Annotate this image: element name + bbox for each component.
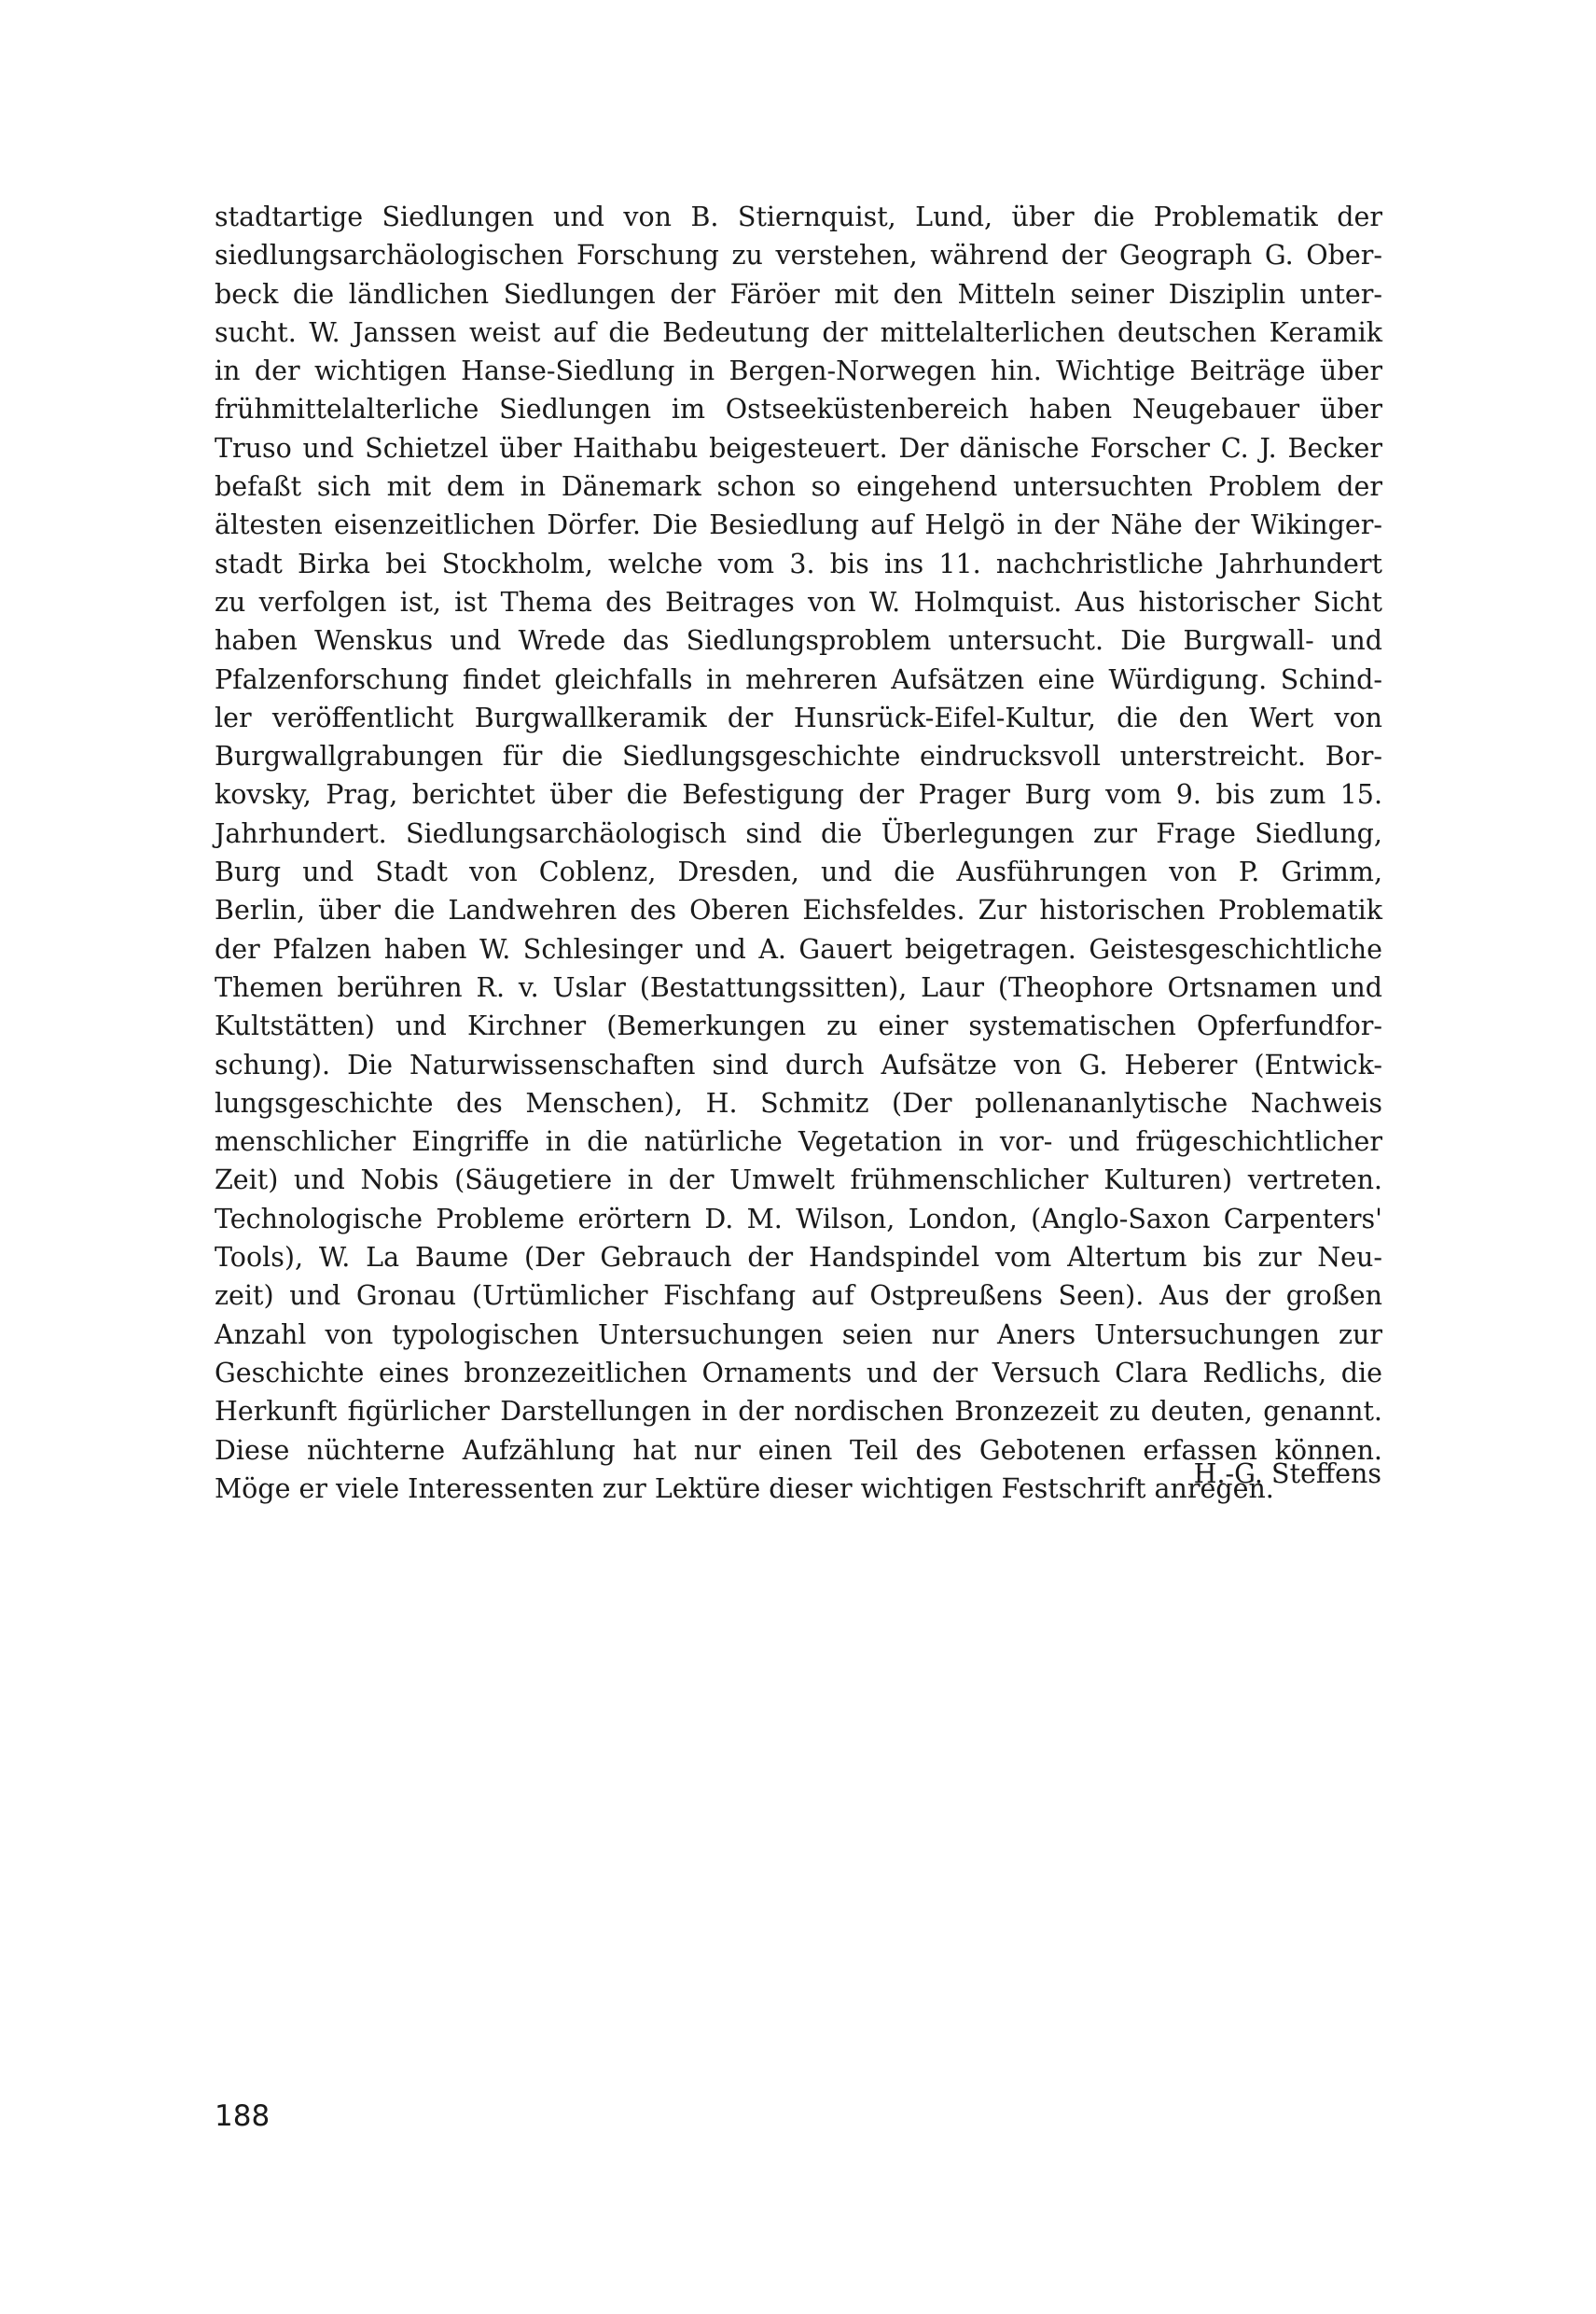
text-line: zu verfolgen ist, ist Thema des Beitrages von W. Holmquist. Aus historischer Sicht [215, 586, 1382, 618]
text-line: Burgwallgrabungen für die Siedlungsgeschichte eindrucksvoll unterstreicht. Bor- [215, 741, 1382, 773]
text-line: menschlicher Eingriffe in die natürliche Vegetation in vor- und frügeschichtlicher [215, 1126, 1382, 1158]
author-signature: H.-G. Steffens [1193, 1458, 1381, 1489]
text-line: frühmittelalterliche Siedlungen im Ostseeküstenbereich haben Neugebauer über [215, 394, 1382, 425]
text-line: siedlungsarchäologischen Forschung zu verstehen, während der Geograph G. Ober- [215, 240, 1382, 272]
text-line: Berlin, über die Landwehren des Oberen Eichsfeldes. Zur historischen Problematik [215, 895, 1382, 927]
text-line: Möge er viele Interessenten zur Lektüre dieser wichtigen Festschrift anregen. [215, 1472, 1274, 1504]
text-line: Herkunft figürlicher Darstellungen in der nordischen Bronzezeit zu deuten, genannt. [215, 1396, 1382, 1428]
text-line: Zeit) und Nobis (Säugetiere in der Umwelt frühmenschlicher Kulturen) vertreten. [215, 1164, 1382, 1196]
text-line: Technologische Probleme erörtern D. M. Wilson, London, (Anglo-Saxon Carpenters' [215, 1203, 1382, 1234]
text-line: Kultstätten) und Kirchner (Bemerkungen zu einer systematischen Opferfundfor- [215, 1011, 1382, 1042]
text-line: kovsky, Prag, berichtet über die Befestigung der Prager Burg vom 9. bis zum 15. [215, 779, 1382, 811]
text-line: beck die ländlichen Siedlungen der Färöer mit den Mitteln seiner Disziplin unter- [215, 278, 1382, 310]
text-line: in der wichtigen Hanse-Siedlung in Bergen-Norwegen hin. Wichtige Beiträge über [215, 355, 1382, 387]
text-line: Geschichte eines bronzezeitlichen Ornaments und der Versuch Clara Redlichs, die [215, 1357, 1382, 1388]
body-text [215, 198, 1382, 1508]
text-line: stadt Birka bei Stockholm, welche vom 3. bis ins 11. nachchristliche Jahrhundert [215, 548, 1382, 579]
text-line: Diese nüchterne Aufzählung hat nur einen Teil des Gebotenen erfassen können. [215, 1434, 1382, 1466]
text-line: Truso und Schietzel über Haithabu beigesteuert. Der dänische Forscher C. J. Becker [215, 432, 1382, 464]
text-line: haben Wenskus und Wrede das Siedlungsproblem untersucht. Die Burgwall- und [215, 625, 1382, 657]
text-line: sucht. W. Janssen weist auf die Bedeutung der mittelalterlichen deutschen Keramik [215, 316, 1382, 348]
text-line: Tools), W. La Baume (Der Gebrauch der Handspindel vom Altertum bis zur Neu- [215, 1242, 1382, 1274]
text-line: Themen berühren R. v. Uslar (Bestattungssitten), Laur (Theophore Ortsnamen und [215, 971, 1382, 1003]
text-line: Burg und Stadt von Coblenz, Dresden, und die Ausführungen von P. Grimm, [215, 857, 1382, 888]
text-line: schung). Die Naturwissenschaften sind durch Aufsätze von G. Heberer (Entwick- [215, 1049, 1382, 1080]
text-line: ältesten eisenzeitlichen Dörfer. Die Besiedlung auf Helgö in der Nähe der Wikinger- [215, 509, 1382, 541]
text-line: lungsgeschichte des Menschen), H. Schmitz (Der pollenananlytische Nachweis [215, 1087, 1382, 1119]
text-line: Jahrhundert. Siedlungsarchäologisch sind die Überlegungen zur Frage Siedlung, [215, 817, 1382, 849]
text-line: der Pfalzen haben W. Schlesinger und A. Gauert beigetragen. Geistesgeschichtliche [215, 933, 1382, 965]
text-line: Anzahl von typologischen Untersuchungen seien nur Aners Untersuchungen zur [215, 1318, 1382, 1350]
text-line: befaßt sich mit dem in Dänemark schon so eingehend untersuchten Problem der [215, 471, 1382, 503]
page-number: 188 [215, 2099, 271, 2133]
text-line: ler veröffentlicht Burgwallkeramik der Hunsrück-Eifel-Kultur, die den Wert von [215, 702, 1382, 733]
text-line: stadtartige Siedlungen und von B. Stiernquist, Lund, über die Problematik der [215, 202, 1382, 232]
text-line: Pfalzenforschung findet gleichfalls in mehreren Aufsätzen eine Würdigung. Schind- [215, 663, 1382, 695]
text-line: zeit) und Gronau (Urtümlicher Fischfang auf Ostpreußens Seen). Aus der großen [215, 1280, 1382, 1312]
